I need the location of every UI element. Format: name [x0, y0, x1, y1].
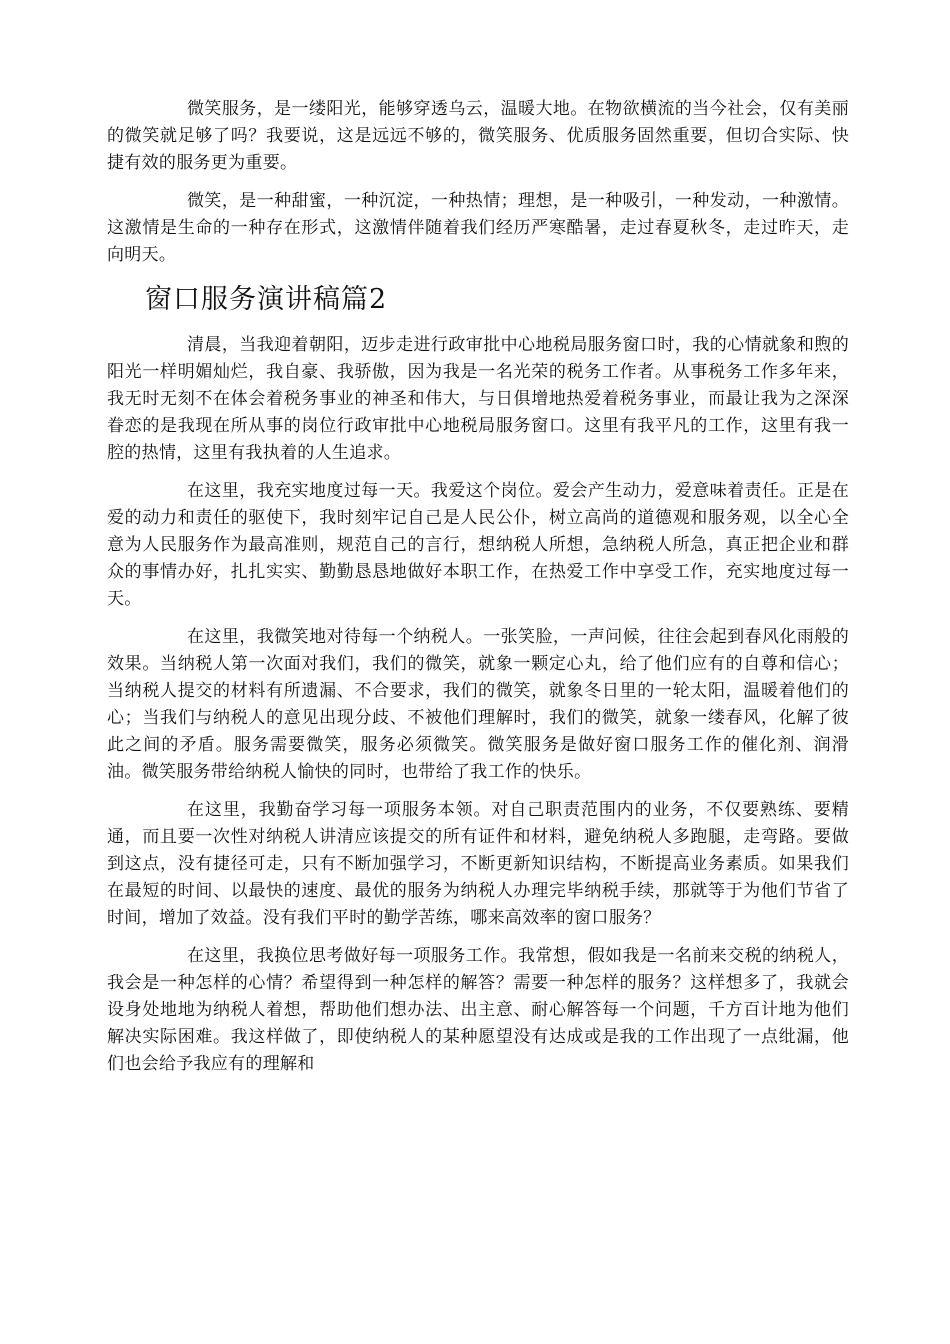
- paragraph-section-1: 清晨，当我迎着朝阳，迈步走进行政审批中心地税局服务窗口时，我的心情就象和煦的阳光一样明媚灿烂，我自豪、我骄傲，因为我是一名光荣的税务工作者。从事税务工作多年来，我无时无刻不在体会着税务事业的神圣和伟大，与日俱增地热爱着税务事业，而最让我为之深深眷恋的是我现在所从事的岗位行政审批中心地税局服务窗口。这里有我平凡的工作，这里有我一腔的热情，这里有我执着的人生追求。: [107, 335, 849, 463]
- paragraph-section-3: 在这里，我微笑地对待每一个纳税人。一张笑脸，一声问候，往往会起到春风化雨般的效果。当纳税人第一次面对我们，我们的微笑，就象一颗定心丸，给了他们应有的自尊和信心；当纳税人提交的材料有所遗漏、不合要求，我们的微笑，就象冬日里的一轮太阳，温暖着他们的心；当我们与纳税人的意见出现分歧、不被他们理解时，我们的微笑，就象一缕春风，化解了彼此之间的矛盾。服务需要微笑，服务必须微笑。微笑服务是做好窗口服务工作的催化剂、润滑油。微笑服务带给纳税人愉快的同时，也带给了我工作的快乐。: [107, 627, 849, 782]
- paragraph-section-2: 在这里，我充实地度过每一天。我爱这个岗位。爱会产生动力，爱意味着责任。正是在爱的动力和责任的驱使下，我时刻牢记自己是人民公仆，树立高尚的道德观和服务观，以全心全意为人民服务作为最高准则，规范自己的言行，想纳税人所想，急纳税人所急，真正把企业和群众的事情办好，扎扎实实、勤勤恳恳地做好本职工作，在热爱工作中享受工作，充实地度过每一天。: [107, 481, 849, 609]
- section-heading: 窗口服务演讲稿篇2: [145, 284, 388, 315]
- paragraph-section-4: 在这里，我勤奋学习每一项服务本领。对自己职责范围内的业务，不仅要熟练、要精通，而且要一次性对纳税人讲清应该提交的所有证件和材料，避免纳税人多跑腿，走弯路。要做到这点，没有捷径可走，只有不断加强学习，不断更新知识结构，不断提高业务素质。如果我们在最短的时间、以最快的速度、最优的服务为纳税人办理完毕纳税手续，那就等于为他们节省了时间，增加了效益。没有我们平时的勤学苦练，哪来高效率的窗口服务？: [107, 800, 849, 928]
- paragraph-intro-2: 微笑，是一种甜蜜，一种沉淀，一种热情；理想，是一种吸引，一种发动，一种激情。这激情是生命的一种存在形式，这激情伴随着我们经历严寒酷暑，走过春夏秋冬，走过昨天，走向明天。: [107, 191, 849, 265]
- document-page: [107, 96, 849, 1078]
- paragraph-intro-1: 微笑服务，是一缕阳光，能够穿透乌云，温暖大地。在物欲横流的当今社会，仅有美丽的微笑就足够了吗？我要说，这是远远不够的，微笑服务、优质服务固然重要，但切合实际、快捷有效的服务更为重要。: [107, 99, 849, 173]
- paragraph-section-5: 在这里，我换位思考做好每一项服务工作。我常想，假如我是一名前来交税的纳税人，我会是一种怎样的心情？希望得到一种怎样的解答？需要一种怎样的服务？这样想多了，我就会设身处地地为纳税人着想，帮助他们想办法、出主意、耐心解答每一个问题，千方百计地为他们解决实际困难。我这样做了，即使纳税人的某种愿望没有达成或是我的工作出现了一点纰漏，他们也会给予我应有的理解和: [107, 946, 849, 1074]
